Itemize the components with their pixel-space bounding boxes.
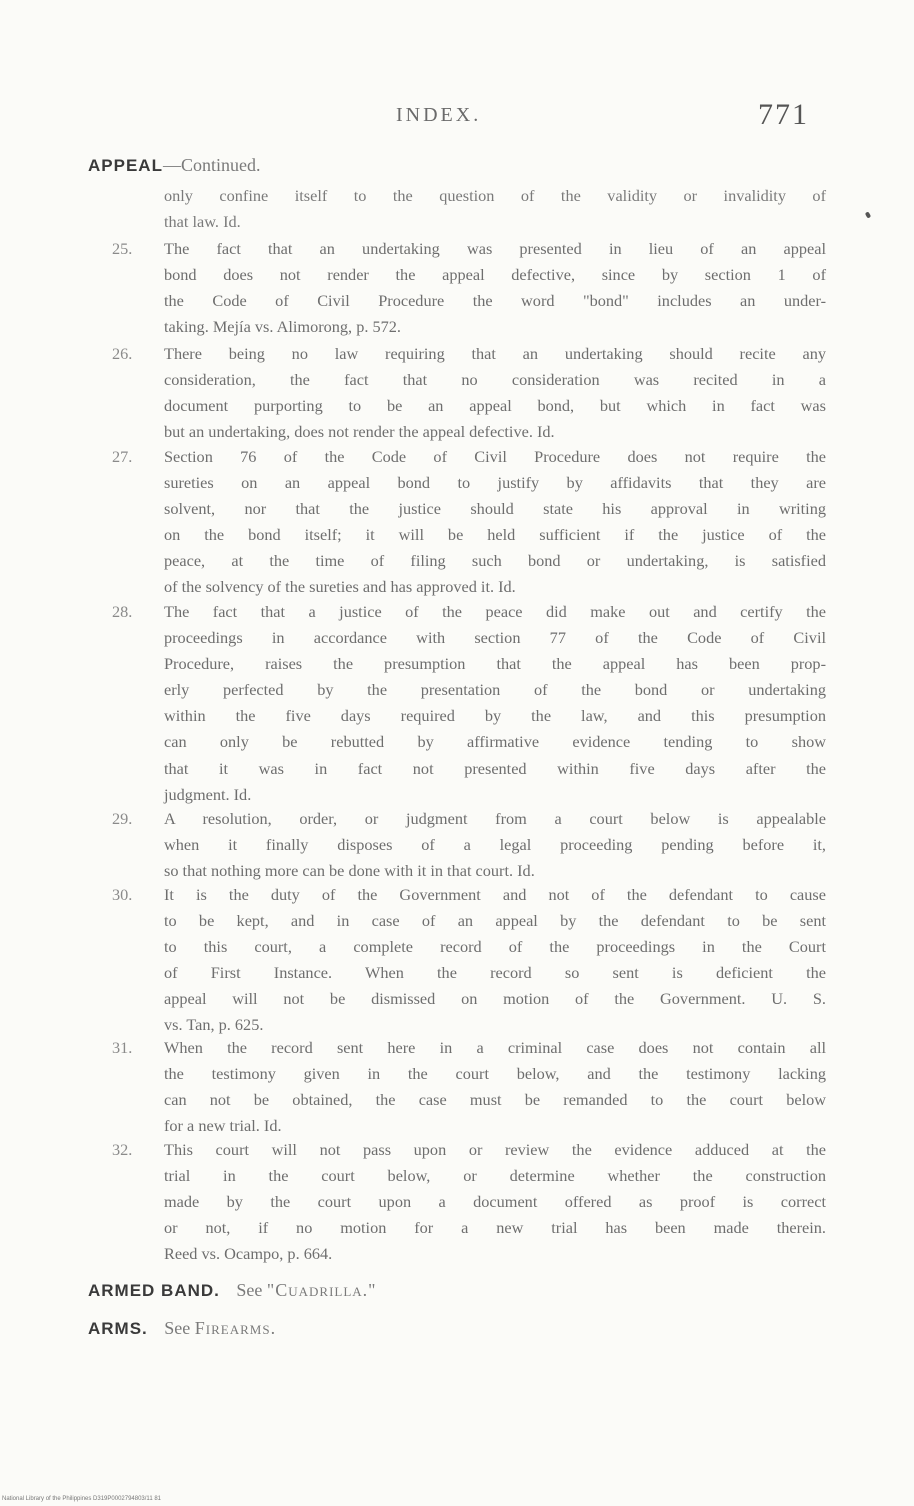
paragraph-32 bbox=[112, 1137, 826, 1267]
paragraph-line: but an undertaking, does not render the appeal defective. Id. bbox=[164, 422, 555, 442]
paragraph-line: sureties on an appeal bond to justify by affidavits that they are bbox=[164, 473, 826, 493]
paragraph-number: 26. bbox=[112, 344, 133, 363]
paragraph-28 bbox=[112, 599, 826, 808]
paragraph-line: appeal will not be dismissed on motion of the Government. U. S. bbox=[164, 989, 826, 1009]
paragraph-line: bond does not render the appeal defective, since by section 1 of bbox=[164, 265, 826, 285]
paragraph-line: The fact that a justice of the peace did make out and certify the bbox=[164, 602, 826, 621]
paragraph-line: so that nothing more can be done with it in that court. Id. bbox=[164, 861, 535, 881]
paragraph-line: taking. Mejía vs. Alimorong, p. 572. bbox=[164, 317, 401, 337]
paragraph-line: when it finally disposes of a legal proceeding pending before it, bbox=[164, 835, 826, 855]
paragraph-line: on the bond itself; it will be held sufficient if the justice of the bbox=[164, 525, 826, 545]
paragraph-line: the Code of Civil Procedure the word "bond" includes an under- bbox=[164, 291, 826, 311]
paragraph-line: Procedure, raises the presumption that the appeal has been prop- bbox=[164, 654, 826, 674]
scan-footer: National Library of the Philippines D319P0002794803/11 81 bbox=[2, 1496, 162, 1502]
continued-label: —Continued. bbox=[162, 155, 261, 175]
paragraph-line: The fact that an undertaking was presented in lieu of an appeal bbox=[164, 239, 826, 258]
paragraph-line: made by the court upon a document offered as proof is correct bbox=[164, 1192, 826, 1212]
paragraph-line: that it was in fact not presented within five days after the bbox=[164, 758, 826, 778]
paragraph-line: When the record sent here in a criminal case does not contain all bbox=[164, 1038, 826, 1057]
page-number: 771 bbox=[758, 98, 809, 131]
paragraph-line: the testimony given in the court below, and the testimony lacking bbox=[164, 1064, 826, 1084]
see-label: See bbox=[164, 1318, 191, 1338]
paragraph-number: 30. bbox=[112, 885, 133, 904]
paragraph-line: trial in the court below, or determine whether the construction bbox=[164, 1166, 826, 1186]
continuation-line: that law. Id. bbox=[164, 212, 241, 232]
paragraph-line: can only be rebutted by affirmative evidence tending to show bbox=[164, 732, 826, 752]
paragraph-line: proceedings in accordance with section 77 of the Code of Civil bbox=[164, 628, 826, 648]
paragraph-number: 28. bbox=[112, 602, 133, 621]
paragraph-line: document purporting to be an appeal bond, but which in fact was bbox=[164, 396, 826, 416]
cross-reference: "Cuadrilla." bbox=[266, 1280, 377, 1300]
cross-reference: Firearms. bbox=[194, 1318, 277, 1338]
paragraph-line: of First Instance. When the record so sent is deficient the bbox=[164, 963, 826, 983]
paragraph-number: 29. bbox=[112, 809, 133, 828]
paragraph-line: for a new trial. Id. bbox=[164, 1116, 282, 1136]
paragraph-line: to be kept, and in case of an appeal by the defendant to be sent bbox=[164, 911, 826, 931]
paragraph-line: or not, if no motion for a new trial has been made therein. bbox=[164, 1218, 826, 1238]
paragraph-line: Reed vs. Ocampo, p. 664. bbox=[164, 1244, 333, 1264]
paragraph-25 bbox=[112, 236, 826, 340]
paragraph-30 bbox=[112, 882, 826, 1039]
paragraph-26 bbox=[112, 341, 826, 445]
paragraph-line: of the solvency of the sureties and has approved it. Id. bbox=[164, 577, 516, 597]
paragraph-line: It is the duty of the Government and not of the defendant to cause bbox=[164, 885, 826, 904]
page-header bbox=[0, 92, 914, 132]
ink-speck bbox=[865, 211, 871, 218]
entry-keyword: ARMED BAND. bbox=[88, 1281, 220, 1300]
see-label: See bbox=[236, 1280, 263, 1300]
paragraph-line: erly perfected by the presentation of the bond or undertaking bbox=[164, 680, 826, 700]
paragraph-number: 32. bbox=[112, 1140, 133, 1159]
paragraph-line: Section 76 of the Code of Civil Procedure does not require the bbox=[164, 447, 826, 466]
paragraph-line: peace, at the time of filing such bond or undertaking, is satisfied bbox=[164, 551, 826, 571]
paragraph-line: judgment. Id. bbox=[164, 784, 252, 804]
paragraph-number: 27. bbox=[112, 447, 133, 466]
paragraph-line: A resolution, order, or judgment from a court below is appealable bbox=[164, 809, 826, 828]
entry-heading-armed-band bbox=[88, 1280, 377, 1301]
entry-heading-arms bbox=[88, 1318, 276, 1339]
paragraph-line: vs. Tan, p. 625. bbox=[164, 1015, 264, 1035]
paragraph-line: to this court, a complete record of the proceedings in the Court bbox=[164, 937, 826, 957]
paragraph-29 bbox=[112, 806, 826, 884]
entry-heading-appeal bbox=[88, 155, 260, 176]
entry-keyword: ARMS. bbox=[88, 1319, 148, 1338]
entry-keyword: APPEAL bbox=[88, 156, 163, 175]
paragraph-line: solvent, nor that the justice should state his approval in writing bbox=[164, 499, 826, 519]
continuation-line: only confine itself to the question of the validity or invalidity of bbox=[164, 186, 826, 205]
paragraph-line: This court will not pass upon or review the evidence adduced at the bbox=[164, 1140, 826, 1159]
appeal-continuation bbox=[164, 183, 826, 235]
paragraph-31 bbox=[112, 1035, 826, 1139]
page-title: INDEX. bbox=[396, 104, 482, 126]
paragraph-line: There being no law requiring that an undertaking should recite any bbox=[164, 344, 826, 363]
paragraph-line: can not be obtained, the case must be remanded to the court below bbox=[164, 1090, 826, 1110]
paragraph-line: within the five days required by the law, and this presumption bbox=[164, 706, 826, 726]
paragraph-27 bbox=[112, 444, 826, 601]
paragraph-line: consideration, the fact that no consideration was recited in a bbox=[164, 370, 826, 390]
paragraph-number: 31. bbox=[112, 1038, 133, 1057]
paragraph-number: 25. bbox=[112, 239, 133, 258]
